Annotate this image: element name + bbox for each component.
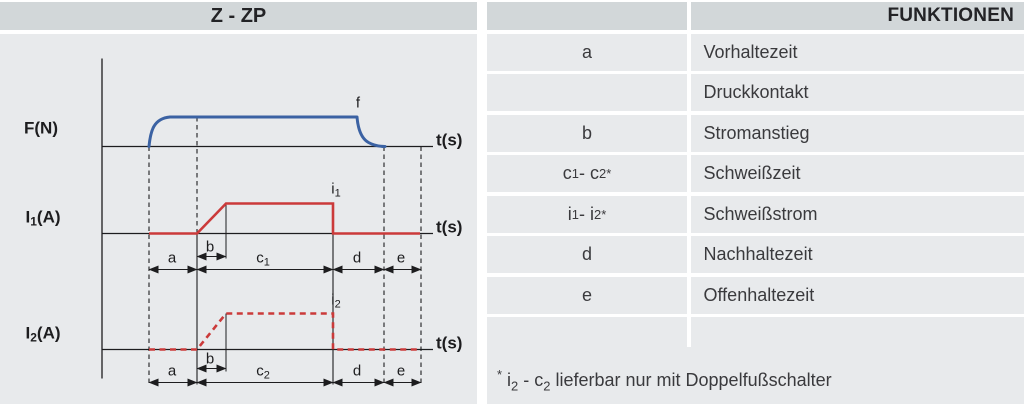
- interval-label: d: [352, 249, 362, 266]
- curve-label-f: f: [355, 94, 361, 111]
- table-header-key-cell: [487, 2, 687, 30]
- diagram-panel-header: [0, 2, 477, 30]
- table-row: [487, 277, 1024, 314]
- table-header-row: [487, 2, 1024, 30]
- table-key-cell: b: [487, 115, 687, 152]
- footnote: * $i_2 - c_2$ lieferbar nur mit Doppelfußschalter: [497, 367, 832, 394]
- force-curve: [149, 117, 385, 147]
- table-function-cell: Schweißstrom: [691, 196, 1024, 233]
- timing-diagram: [0, 34, 477, 405]
- interval-label: a: [167, 362, 177, 379]
- table-header-label: FUNKTIONEN: [691, 2, 1024, 30]
- interval-label: $c_2$: [256, 362, 270, 381]
- interval-label: e: [396, 362, 406, 379]
- table-key-cell: e: [487, 277, 687, 314]
- table-row: [487, 196, 1024, 233]
- axis-label-f: F(N): [24, 118, 58, 137]
- time-label: t(s): [436, 333, 463, 352]
- table-function-cell: Vorhaltezeit: [691, 34, 1024, 71]
- table-function-cell: Offenhaltezeit: [691, 277, 1024, 314]
- axis-label-i2: I2(A): [25, 323, 61, 344]
- table-key-cell: d: [487, 236, 687, 273]
- table-footer: [487, 317, 1024, 404]
- table-key-cell: c 1 - c 2 *: [487, 155, 687, 192]
- curve-label-i1: $i_1$: [331, 180, 341, 199]
- footer-column-divider: [687, 317, 691, 347]
- function-table: [487, 2, 1024, 404]
- interval-label: b: [205, 238, 215, 255]
- current2-curve: [149, 313, 420, 349]
- table-function-cell: Stromanstieg: [691, 115, 1024, 152]
- interval-label: e: [396, 249, 406, 266]
- table-row: [487, 115, 1024, 152]
- table-row: [487, 236, 1024, 273]
- table-row: [487, 74, 1024, 111]
- time-label: t(s): [436, 130, 463, 149]
- table-function-cell: Druckkontakt: [691, 74, 1024, 111]
- interval-label: b: [205, 350, 215, 367]
- table-row: [487, 34, 1024, 71]
- table-row: [487, 155, 1024, 192]
- table-function-cell: Schweißzeit: [691, 155, 1024, 192]
- function-table-rows: [487, 34, 1024, 314]
- table-key-cell: i 1 - i 2 *: [487, 196, 687, 233]
- interval-label: d: [352, 362, 362, 379]
- interval-label: $c_1$: [256, 249, 270, 268]
- diagram-panel-body: [0, 34, 477, 405]
- table-key-cell: [487, 74, 687, 111]
- table-function-cell: Nachhaltezeit: [691, 236, 1024, 273]
- table-key-cell: a: [487, 34, 687, 71]
- diagram-title: Z - ZP: [210, 4, 267, 27]
- current1-curve: [149, 203, 420, 233]
- time-label: t(s): [436, 217, 463, 236]
- curve-label-i2: $i_2$: [331, 291, 341, 310]
- interval-label: a: [167, 249, 177, 266]
- axis-label-i1: I1(A): [25, 207, 61, 228]
